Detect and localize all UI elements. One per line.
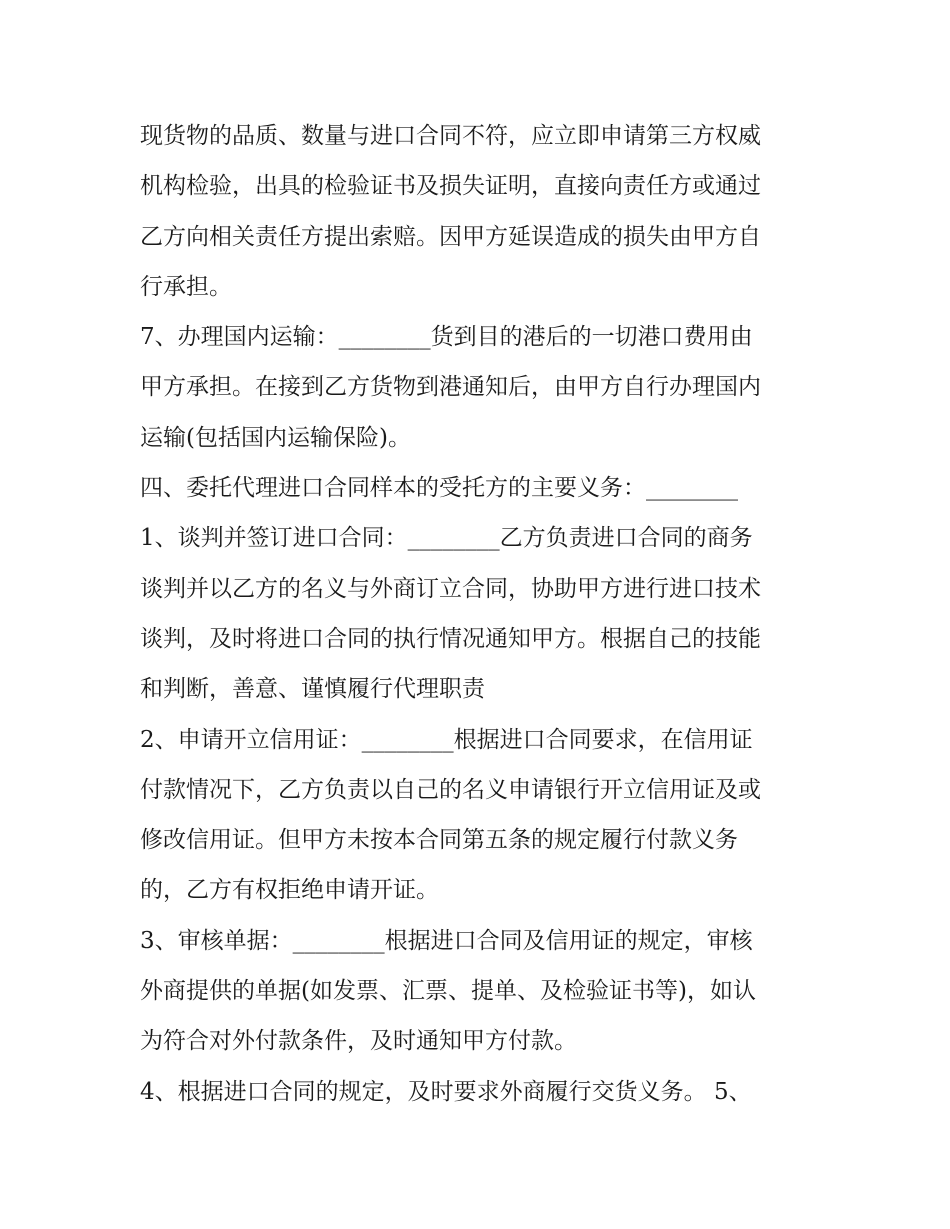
document-body bbox=[140, 111, 830, 1117]
text-line: 修改信用证。但甲方未按本合同第五条的规定履行付款义务 bbox=[140, 827, 738, 854]
text-line: 3、审核单据：________根据进口合同及信用证的规定，审核 bbox=[140, 927, 753, 954]
text-line: 和判断，善意、谨慎履行代理职责 bbox=[140, 676, 485, 703]
text-line: 的，乙方有权拒绝申请开证。 bbox=[140, 877, 439, 904]
text-line: 机构检验，出具的检验证书及损失证明，直接向责任方或通过 bbox=[140, 173, 761, 200]
text-line: 1、谈判并签订进口合同：________乙方负责进口合同的商务 bbox=[140, 525, 753, 552]
text-line: 付款情况下，乙方负责以自己的名义申请银行开立信用证及或 bbox=[140, 776, 761, 803]
text-line: 7、办理国内运输：________货到目的港后的一切港口费用由 bbox=[140, 324, 753, 351]
text-line: 谈判并以乙方的名义与外商订立合同，协助甲方进行进口技术 bbox=[140, 575, 761, 602]
text-line: 谈判，及时将进口合同的执行情况通知甲方。根据自己的技能 bbox=[140, 625, 761, 652]
text-line: 外商提供的单据(如发票、汇票、提单、及检验证书等)，如认 bbox=[140, 978, 756, 1005]
section-heading: 四、委托代理进口合同样本的受托方的主要义务：________ bbox=[140, 475, 738, 502]
text-line: 行承担。 bbox=[140, 273, 232, 300]
text-line: 甲方承担。在接到乙方货物到港通知后，由甲方自行办理国内 bbox=[140, 374, 761, 401]
text-line: 现货物的品质、数量与进口合同不符，应立即申请第三方权威 bbox=[140, 123, 761, 149]
text-line: 运输(包括国内运输保险)。 bbox=[140, 424, 411, 451]
text-line: 乙方向相关责任方提出索赔。因甲方延误造成的损失由甲方自 bbox=[140, 223, 761, 250]
text-line: 为符合对外付款条件，及时通知甲方付款。 bbox=[140, 1028, 577, 1055]
text-line: 4、根据进口合同的规定，及时要求外商履行交货义务。 5、 bbox=[140, 1078, 752, 1105]
text-line: 2、申请开立信用证：________根据进口合同要求，在信用证 bbox=[140, 726, 753, 753]
